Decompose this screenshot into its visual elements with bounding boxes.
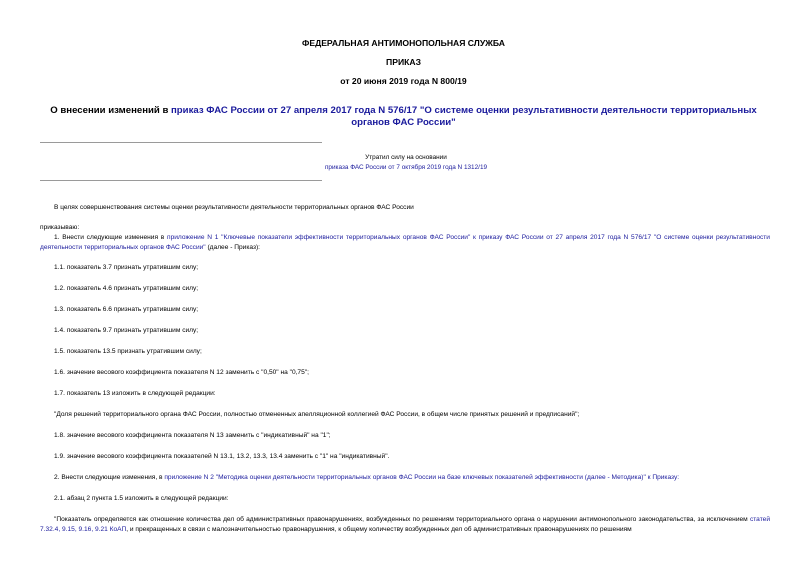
doc-date-number: от 20 июня 2019 года N 800/19	[340, 76, 467, 86]
subject-order-link[interactable]: приказ ФАС России от 27 апреля 2017 года N 576/17 "О системе оценки результативности деятельности территориальных органов ФАС России"	[171, 105, 757, 128]
item-1-appendix-link[interactable]: приложение N 1 "Ключевые показатели эффективности территориальных органов ФАС России" к приказу ФАС России от 27 апреля 2017 года N 576/17 "О системе оценки результативности деятельности территориальных органов ФАС России"	[40, 234, 770, 251]
item-1-1: 1.1. показатель 3.7 признать утратившим силу;	[54, 264, 199, 271]
order-word: приказываю:	[40, 224, 80, 231]
item-1-paragraph	[40, 233, 770, 253]
item-1-6: 1.6. значение весового коэффициента показателя N 12 заменить с "0,50" на "0,75";	[54, 369, 309, 376]
repeal-order-link[interactable]: приказа ФАС России от 7 октября 2019 года N 1312/19	[324, 164, 488, 171]
item-1-suffix: (далее - Приказ):	[205, 244, 261, 251]
divider-bottom	[40, 180, 322, 181]
item-2-paragraph	[40, 473, 770, 483]
doc-subject	[40, 105, 767, 129]
item-1-7-quote: "Доля решений территориального органа ФАС России, полностью отмененных апелляционной коллегией ФАС России, в общем числе принятых решений и предписаний";	[54, 411, 580, 418]
agency-title: ФЕДЕРАЛЬНАЯ АНТИМОНОПОЛЬНАЯ СЛУЖБА	[302, 38, 505, 48]
quote-2-end: , и прекращенных в связи с малозначительностью правонарушения, к общему количеству возбужденных дел об административных правонарушениях по решениям	[126, 526, 632, 533]
item-1-8: 1.8. значение весового коэффициента показателя N 13 заменить с "индикативный" на "1";	[54, 432, 331, 439]
repeal-note-line1: Утратил силу на основании	[365, 154, 447, 161]
item-2-1-quote	[40, 515, 770, 535]
item-1-7: 1.7. показатель 13 изложить в следующей редакции:	[54, 390, 216, 397]
item-1-2: 1.2. показатель 4.6 признать утратившим силу;	[54, 285, 199, 292]
item-2-prefix: 2. Внести следующие изменения, в	[54, 474, 165, 481]
repeal-note-link-row	[322, 163, 490, 173]
item-1-prefix: 1. Внести следующие изменения в	[54, 234, 168, 241]
intro-paragraph: В целях совершенствования системы оценки результативности деятельности территориальных органов ФАС России	[54, 204, 414, 211]
doc-type: ПРИКАЗ	[386, 57, 421, 67]
subject-prefix: О внесении изменений в	[50, 105, 172, 116]
item-2-1: 2.1. абзац 2 пункта 1.5 изложить в следующей редакции:	[54, 495, 229, 502]
divider-top	[40, 142, 322, 143]
item-1-5: 1.5. показатель 13.5 признать утратившим силу;	[54, 348, 202, 355]
item-1-4: 1.4. показатель 9.7 признать утратившим силу;	[54, 327, 199, 334]
item-2-appendix-link[interactable]: приложение N 2 "Методика оценки деятельности территориальных органов ФАС России на базе ключевых показателей эффективности (далее - Методика)" к Приказу:	[164, 474, 680, 481]
item-1-9: 1.9. значение весового коэффициента показателей N 13.1, 13.2, 13.3, 13.4 заменить с "1" на "индикативный".	[54, 453, 390, 460]
quote-2-start: "Показатель определяется как отношение количества дел об административных правонарушениях, возбужденных по решениям территориального органа о нарушении антимонопольного законодательства, за исключением	[54, 516, 750, 523]
item-1-3: 1.3. показатель 6.6 признать утратившим силу;	[54, 306, 199, 313]
koap-articles-link[interactable]: статей 7.32.4, 9.15, 9.16, 9.21 КоАП	[40, 516, 770, 533]
